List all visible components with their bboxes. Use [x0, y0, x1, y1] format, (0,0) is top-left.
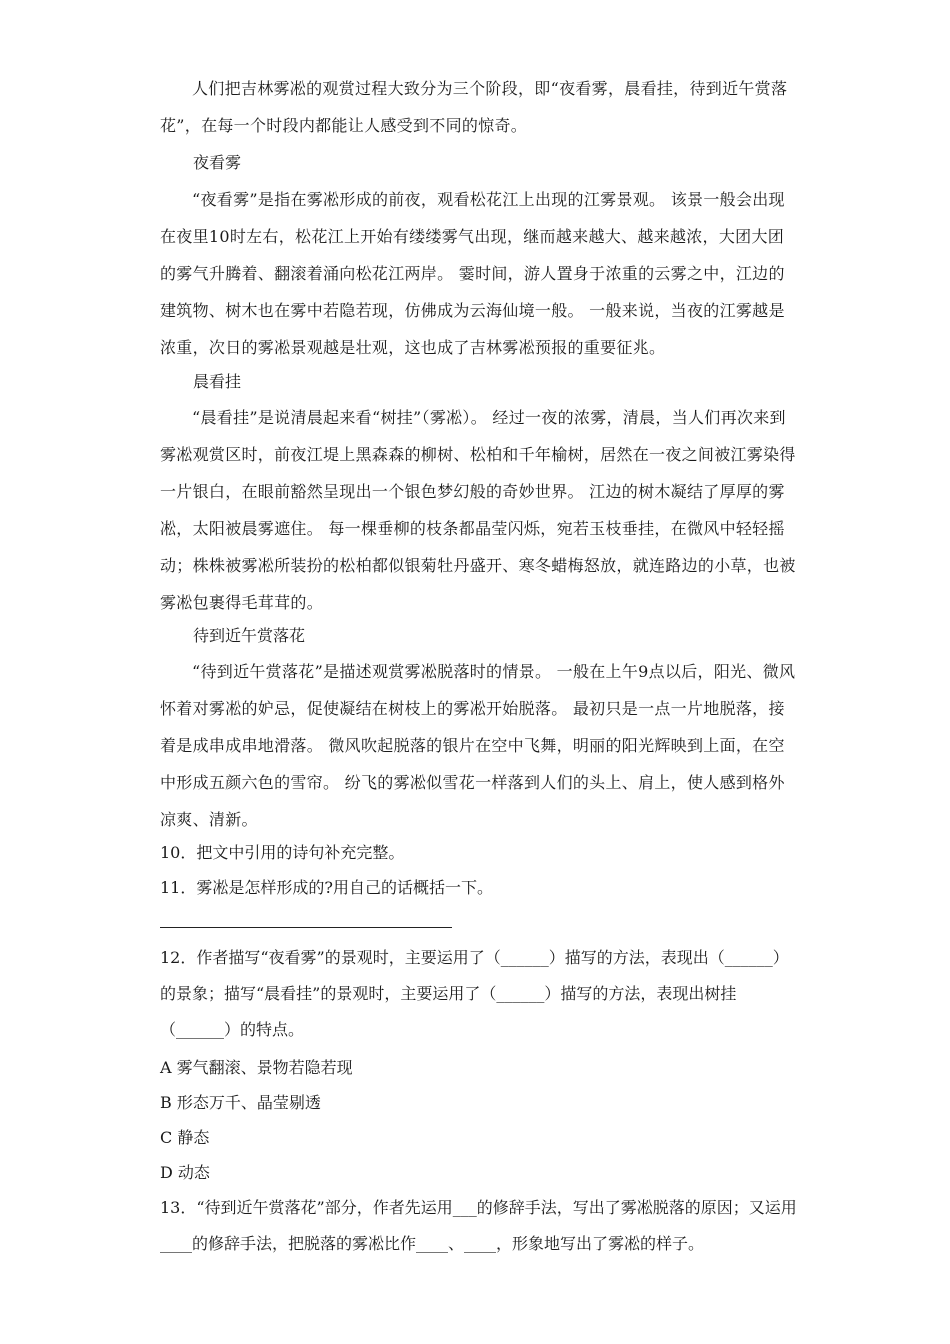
question-13: 13．“待到近午赏落花”部分，作者先运用___的修辞手法，写出了雾凇脱落的原因；又运用____的修辞手法，把脱落的雾凇比作____、____，形象地写出了雾凇的样子。 [160, 1198, 797, 1253]
section-body-morning: “晨看挂”是说清晨起来看“树挂”（雾凇）。 经过一夜的浓雾，清晨，当人们再次来到雾凇观赏区时，前夜江堤上黑森森的柳树、松柏和千年榆树，居然在一夜之间被江雾染得一片银白，在眼前豁然呈现出一个银色梦幻般的奇妙世界。 江边的树木凝结了厚厚的雾凇，太阳被晨雾遮住。 每一棵垂柳的枝条都晶莹闪烁，宛若玉枝垂挂，在微风中轻轻摇动；株株被雾凇所装扮的松柏都似银菊牡丹盛开、寒冬蜡梅怒放，就连路边的小草，也被雾凇包裹得毛茸茸的。 [160, 408, 796, 612]
section-heading-night: 夜看雾 [193, 153, 242, 172]
section-heading-noon: 待到近午赏落花 [193, 626, 306, 645]
option-d[interactable]: D 动态 [160, 1163, 210, 1182]
question-12: 12．作者描写“夜看雾”的景观时，主要运用了（______）描写的方法，表现出（______）的景象；描写“晨看挂”的景观时，主要运用了（______）描写的方法，表现出树挂（______）的特点。 [160, 948, 789, 1039]
option-c[interactable]: C 静态 [160, 1128, 210, 1147]
answer-line[interactable] [160, 927, 452, 928]
option-b[interactable]: B 形态万千、晶莹剔透 [160, 1093, 321, 1112]
section-body-noon: “待到近午赏落花”是描述观赏雾凇脱落时的情景。 一般在上午9点以后，阳光、微风怀着对雾凇的妒忌，促使凝结在树枝上的雾凇开始脱落。 最初只是一点一片地脱落，接着是成串成串地滑落。 微风吹起脱落的银片在空中飞舞，明丽的阳光辉映到上面，在空中形成五颜六色的雪帘。 纷飞的雾凇似雪花一样落到人们的头上、肩上，使人感到格外凉爽、清新。 [160, 662, 796, 829]
question-10: 10．把文中引用的诗句补充完整。 [160, 843, 405, 862]
section-heading-morning: 晨看挂 [193, 372, 242, 391]
intro-paragraph: 人们把吉林雾凇的观赏过程大致分为三个阶段，即“夜看雾，晨看挂，待到近午赏落花”，在每一个时段内都能让人感受到不同的惊奇。 [160, 79, 788, 135]
section-body-night: “夜看雾”是指在雾凇形成的前夜，观看松花江上出现的江雾景观。 该景一般会出现在夜里10时左右，松花江上开始有缕缕雾气出现，继而越来越大、越来越浓，大团大团的雾气升腾着、翻滚着涌向松花江两岸。 霎时间，游人置身于浓重的云雾之中，江边的建筑物、树木也在雾中若隐若现，仿佛成为云海仙境一般。 一般来说，当夜的江雾越是浓重，次日的雾凇景观越是壮观，这也成了吉林雾凇预报的重要征兆。 [160, 190, 785, 357]
question-11: 11．雾凇是怎样形成的?用自己的话概括一下。 [160, 878, 493, 897]
option-a[interactable]: A 雾气翻滚、景物若隐若现 [160, 1058, 353, 1077]
